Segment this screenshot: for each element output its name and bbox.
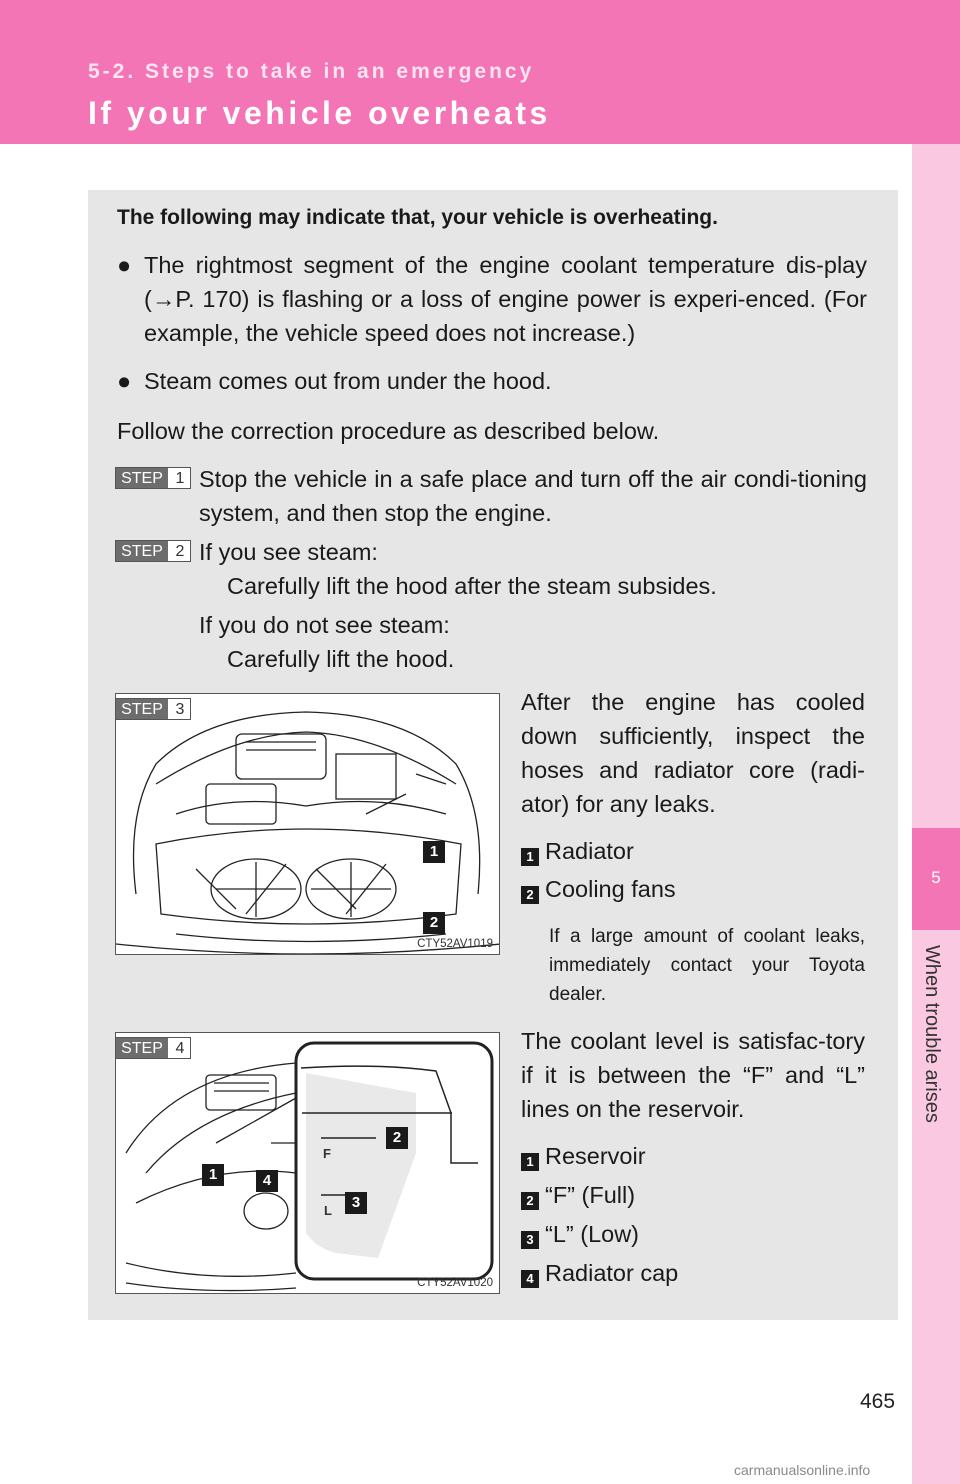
step-3-figure [115, 693, 500, 955]
step-number: 4 [175, 1040, 185, 1057]
step-word: STEP [116, 699, 168, 719]
if-no-steam-label: If you do not see steam: [199, 612, 450, 638]
legend-number: 4 [521, 1270, 539, 1288]
figure-code: CTY52AV1020 [417, 1277, 493, 1289]
step-word: STEP [116, 468, 168, 488]
chapter-title-tab: When trouble arises [921, 945, 943, 1123]
callout-1: 1 [423, 841, 445, 863]
legend-number: 3 [521, 1231, 539, 1249]
bullet-text: Steam comes out from under the hood. [144, 368, 552, 394]
legend-item [521, 1221, 639, 1249]
callout-3: 3 [345, 1192, 367, 1214]
callout-1: 1 [202, 1164, 224, 1186]
page-title: If your vehicle overheats [88, 95, 551, 131]
step-number: 2 [175, 543, 185, 560]
intro-text: The following may indicate that, your vehicle is overheating. [117, 206, 718, 229]
coolant-leak-note: If a large amount of coolant leaks, immediately contact your Toyota dealer. [549, 926, 865, 1005]
watermark: carmanualsonline.info [734, 1462, 871, 1478]
legend-item [521, 876, 676, 904]
legend-item [521, 1143, 646, 1171]
breadcrumb: 5-2. Steps to take in an emergency [88, 60, 535, 83]
if-steam-label: If you see steam: [199, 539, 378, 565]
bullet-icon: ● [117, 252, 132, 278]
legend-item [521, 838, 634, 866]
legend-number: 2 [521, 1192, 539, 1210]
callout-4: 4 [256, 1170, 278, 1192]
step-number: 1 [175, 470, 185, 487]
reservoir-illustration [116, 1033, 500, 1294]
step-1-text: Stop the vehicle in a safe place and turn off the air condi-tioning system, and then stop the engine. [199, 466, 867, 526]
symptom-bullet [117, 364, 867, 398]
step-word: STEP [116, 1038, 168, 1058]
symptom-bullet [117, 248, 867, 350]
step-word: STEP [116, 541, 168, 561]
bullet-text: The rightmost segment of the engine coolant temperature dis-play (→P. 170) is flashing or a loss of engine power is experi-enced. (For example, the vehicle speed does not increase.) [144, 252, 867, 346]
chapter-number-tab[interactable]: 5 [912, 828, 960, 930]
step-4-text: The coolant level is satisfac-tory if it is between the “F” and “L” lines on the reservoir. [521, 1028, 865, 1122]
callout-2: 2 [386, 1127, 408, 1149]
legend-label: Reservoir [545, 1143, 646, 1169]
step-1-badge [115, 467, 191, 489]
legend-label: “L” (Low) [545, 1221, 640, 1247]
step-2-badge [115, 540, 191, 562]
bullet-icon: ● [117, 368, 132, 394]
legend-number: 1 [521, 1153, 539, 1171]
legend-item [521, 1260, 678, 1288]
step-number: 3 [175, 701, 185, 718]
if-steam-action: Carefully lift the hood after the steam subsides. [227, 573, 717, 599]
page-number: 465 [860, 1390, 896, 1413]
procedure-intro: Follow the correction procedure as described below. [117, 418, 660, 444]
legend-number: 1 [521, 848, 539, 866]
legend-item [521, 1182, 635, 1210]
callout-2: 2 [423, 912, 445, 934]
legend-number: 2 [521, 886, 539, 904]
legend-label: Radiator [545, 838, 634, 864]
figure-code: CTY52AV1019 [417, 938, 493, 950]
full-mark: F [323, 1146, 331, 1161]
step-3-badge [115, 698, 191, 720]
chapter-header [0, 0, 960, 144]
side-tab [912, 144, 960, 1484]
legend-label: Cooling fans [545, 876, 676, 902]
step-4-badge [115, 1037, 191, 1059]
step-4-figure [115, 1032, 500, 1294]
legend-label: “F” (Full) [545, 1182, 636, 1208]
step-3-text: After the engine has cooled down sufficiently, inspect the hoses and radiator core (radi-ator) for any leaks. [521, 689, 865, 817]
legend-label: Radiator cap [545, 1260, 679, 1286]
low-mark: L [324, 1203, 332, 1218]
if-no-steam-action: Carefully lift the hood. [227, 646, 455, 672]
